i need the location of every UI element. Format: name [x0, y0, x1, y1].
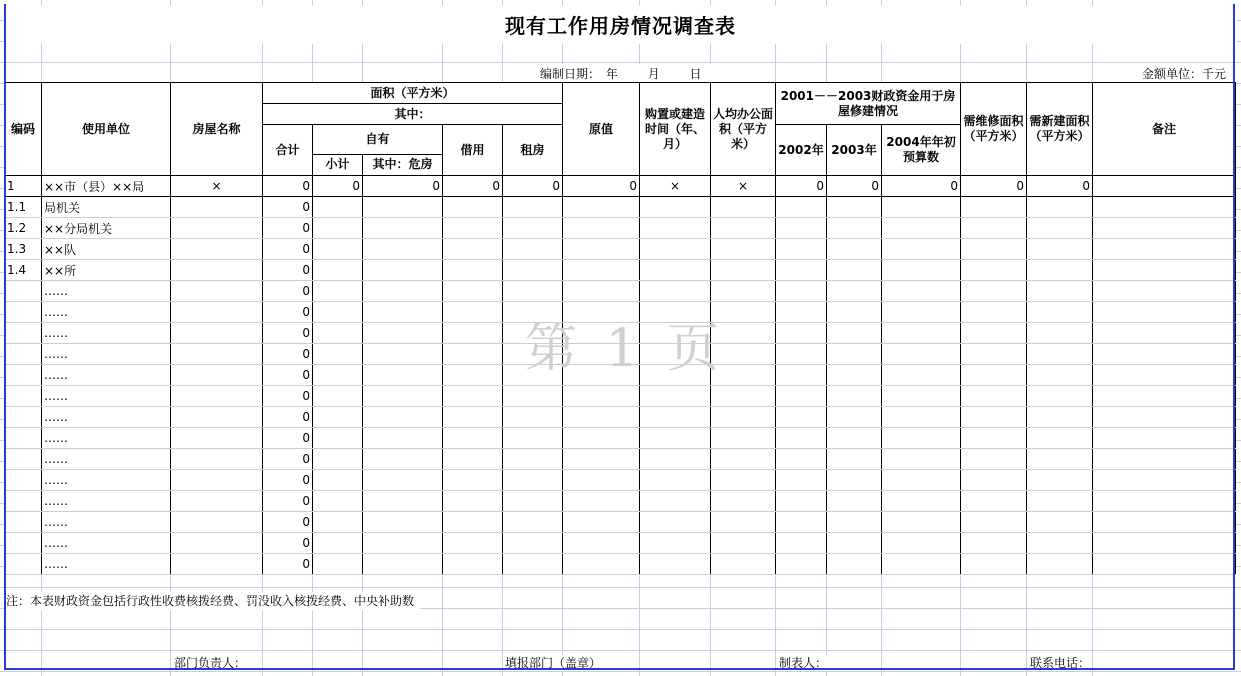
- header-purchase-time[interactable]: 购置或建造时间（年、月）: [640, 83, 711, 176]
- filling-dept-stamp[interactable]: 填报部门（盖章）: [505, 656, 602, 670]
- cell-total[interactable]: 0: [263, 428, 313, 449]
- header-area[interactable]: 面积（平方米）: [263, 83, 563, 104]
- cell-subtotal[interactable]: 0: [313, 176, 363, 197]
- cell-total[interactable]: 0: [263, 197, 313, 218]
- cell-house[interactable]: ×: [171, 176, 263, 197]
- cell-dangerous[interactable]: 0: [363, 176, 443, 197]
- cell-unit[interactable]: ……: [42, 470, 171, 491]
- cell-y2003[interactable]: 0: [827, 176, 882, 197]
- header-remark[interactable]: 备注: [1093, 83, 1236, 176]
- header-code[interactable]: 编码: [5, 83, 42, 176]
- cell-total[interactable]: 0: [263, 449, 313, 470]
- header-own[interactable]: 自有: [313, 125, 443, 155]
- cell-unit[interactable]: ××队: [42, 239, 171, 260]
- cell-code[interactable]: 1: [5, 176, 42, 197]
- cell-total[interactable]: 0: [263, 218, 313, 239]
- preparer-signature[interactable]: 制表人：: [779, 656, 828, 670]
- header-unit[interactable]: 使用单位: [42, 83, 171, 176]
- header-total[interactable]: 合计: [263, 125, 313, 176]
- header-per-capita[interactable]: 人均办公面积（平方米）: [711, 83, 776, 176]
- cell-per-capita[interactable]: ×: [711, 176, 776, 197]
- date-month: 月: [647, 67, 660, 81]
- page-watermark: 第 1 页: [525, 319, 726, 379]
- header-2004[interactable]: 2004年年初预算数: [882, 125, 961, 176]
- cell-code[interactable]: 1.4: [5, 260, 42, 281]
- cell-code[interactable]: 1.1: [5, 197, 42, 218]
- cell-total[interactable]: 0: [263, 470, 313, 491]
- header-dangerous[interactable]: 其中：危房: [363, 154, 443, 175]
- cell-unit[interactable]: ……: [42, 533, 171, 554]
- cell-unit[interactable]: ××所: [42, 260, 171, 281]
- cell-total[interactable]: 0: [263, 533, 313, 554]
- header-rented[interactable]: 租房: [503, 125, 563, 176]
- cell-total[interactable]: 0: [263, 239, 313, 260]
- cell-total[interactable]: 0: [263, 323, 313, 344]
- cell-y2002[interactable]: 0: [776, 176, 827, 197]
- cell-unit[interactable]: 局机关: [42, 197, 171, 218]
- header-repair[interactable]: 需维修面积（平方米）: [961, 83, 1027, 176]
- cell-unit[interactable]: ……: [42, 323, 171, 344]
- cell-total[interactable]: 0: [263, 176, 313, 197]
- cell-unit[interactable]: ××市（县）××局: [42, 176, 171, 197]
- cell-original[interactable]: 0: [563, 176, 640, 197]
- cell-rented[interactable]: 0: [503, 176, 563, 197]
- cell-unit[interactable]: ……: [42, 512, 171, 533]
- cell-borrowed[interactable]: 0: [443, 176, 503, 197]
- cell-total[interactable]: 0: [263, 512, 313, 533]
- cell-unit[interactable]: ……: [42, 302, 171, 323]
- cell-total[interactable]: 0: [263, 407, 313, 428]
- cell-total[interactable]: 0: [263, 302, 313, 323]
- header-2002[interactable]: 2002年: [776, 125, 827, 176]
- header-of-which[interactable]: 其中：: [263, 104, 563, 125]
- cell-total[interactable]: 0: [263, 260, 313, 281]
- cell-unit[interactable]: ……: [42, 449, 171, 470]
- header-house[interactable]: 房屋名称: [171, 83, 263, 176]
- contact-phone[interactable]: 联系电话：: [1030, 656, 1091, 670]
- cell-unit[interactable]: ……: [42, 491, 171, 512]
- cell-total[interactable]: 0: [263, 365, 313, 386]
- sheet-title: 现有工作用房情况调查表: [4, 6, 1237, 44]
- cell-purchase[interactable]: ×: [640, 176, 711, 197]
- cell-unit[interactable]: ……: [42, 281, 171, 302]
- header-subtotal[interactable]: 小计: [313, 154, 363, 175]
- cell-unit[interactable]: ……: [42, 365, 171, 386]
- date-year: 年: [605, 67, 618, 81]
- footnote: 注：本表财政资金包括行政性收费核拨经费、罚没收入核拨经费、中央补助数: [6, 592, 420, 610]
- cell-total[interactable]: 0: [263, 491, 313, 512]
- header-new-build[interactable]: 需新建面积（平方米）: [1027, 83, 1093, 176]
- cell-unit[interactable]: ××分局机关: [42, 218, 171, 239]
- header-fiscal[interactable]: 2001－－2003财政资金用于房屋修建情况: [776, 83, 961, 125]
- cell-repair[interactable]: 0: [961, 176, 1027, 197]
- cell-total[interactable]: 0: [263, 344, 313, 365]
- header-original-value[interactable]: 原值: [563, 83, 640, 176]
- cell-total[interactable]: 0: [263, 281, 313, 302]
- cell-y2004[interactable]: 0: [882, 176, 961, 197]
- cell-unit[interactable]: ……: [42, 407, 171, 428]
- date-day: 日: [689, 67, 702, 81]
- cell-code[interactable]: 1.3: [5, 239, 42, 260]
- cell-unit[interactable]: ……: [42, 386, 171, 407]
- cell-unit[interactable]: ……: [42, 428, 171, 449]
- dept-head-signature[interactable]: 部门负责人：: [174, 656, 247, 670]
- header-2003[interactable]: 2003年: [827, 125, 882, 176]
- currency-unit: 金额单位：千元: [1142, 64, 1226, 84]
- print-area-border: [4, 4, 1235, 670]
- cell-total[interactable]: 0: [263, 386, 313, 407]
- cell-total[interactable]: 0: [263, 554, 313, 575]
- cell-unit[interactable]: ……: [42, 554, 171, 575]
- cell-new-build[interactable]: 0: [1027, 176, 1093, 197]
- header-borrowed[interactable]: 借用: [443, 125, 503, 176]
- cell-unit[interactable]: ……: [42, 344, 171, 365]
- cell-code[interactable]: 1.2: [5, 218, 42, 239]
- date-label: 编制日期：: [540, 67, 601, 81]
